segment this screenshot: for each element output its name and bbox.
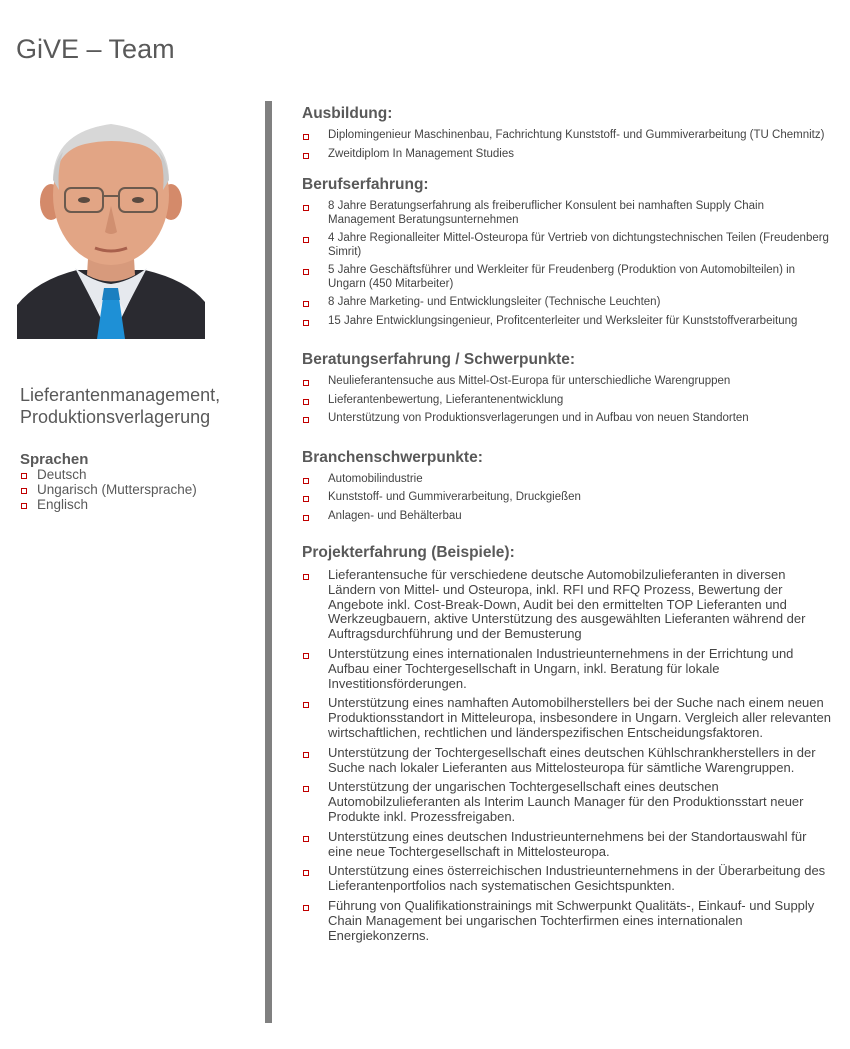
list-item: Lieferantenbewertung, Lieferantenentwicklung <box>302 394 832 408</box>
role-line-2: Produktionsverlagerung <box>20 407 211 427</box>
list-item: Zweitdiplom In Management Studies <box>302 148 832 162</box>
section-heading: Branchenschwerpunkte: <box>302 448 483 466</box>
list-item: 8 Jahre Beratungserfahrung als freiberuflicher Konsulent bei namhaften Supply Chain Management Beratungsunternehmen <box>302 200 832 227</box>
bullet-list <box>302 129 832 161</box>
list-item: Anlagen- und Behälterbau <box>302 510 832 524</box>
bullet-list <box>302 375 832 426</box>
list-item: 4 Jahre Regionalleiter Mittel-Osteuropa für Vertrieb von dichtungstechnischen Teilen (Freudenberg Simrit) <box>302 232 832 259</box>
list-item: 8 Jahre Marketing- und Entwicklungsleiter (Technische Leuchten) <box>302 296 832 310</box>
list-item: Führung von Qualifikationstrainings mit Schwerpunkt Qualitäts-, Einkauf- und Supply Chain Management bei ungarischen Tochterfirmen eines internationalen Energiekonzerns. <box>302 899 832 943</box>
vertical-divider <box>265 101 272 1023</box>
role-line-1: Lieferantenmanagement, <box>20 385 221 405</box>
page-title: GiVE – Team <box>16 34 175 64</box>
cv-content <box>302 104 832 943</box>
bullet-list <box>302 200 832 328</box>
section-beratungserfahrung <box>302 350 832 426</box>
list-item: Unterstützung der ungarischen Tochtergesellschaft eines deutschen Automobilzulieferanten als Interim Launch Manager für den Produktionsstart neuer Produkte inkl. Prozessfreigaben. <box>302 780 832 824</box>
section-branchenschwerpunkte <box>302 448 832 524</box>
list-item: Unterstützung der Tochtergesellschaft eines deutschen Kühlschrankherstellers in der Suche nach lokaler Lieferanten aus Mittelosteuropa für sämtliche Warengruppen. <box>302 746 832 776</box>
section-heading: Projekterfahrung (Beispiele): <box>302 544 515 561</box>
language-item: Ungarisch (Muttersprache) <box>20 482 197 497</box>
list-item: Kunststoff- und Gummiverarbeitung, Druckgießen <box>302 491 832 505</box>
section-heading: Beratungserfahrung / Schwerpunkte: <box>302 351 576 368</box>
list-item: Unterstützung eines deutschen Industrieunternehmens bei der Standortauswahl für eine neue Tochtergesellschaft in Mittelosteuropa. <box>302 830 832 860</box>
languages-heading: Sprachen <box>20 451 89 468</box>
list-item: Diplomingenieur Maschinenbau, Fachrichtung Kunststoff- und Gummiverarbeitung (TU Chemnitz) <box>302 129 832 143</box>
list-item: Unterstützung eines österreichischen Industrieunternehmens in der Überarbeitung des Lieferantenportfolios nach systematischen Gesichtspunkten. <box>302 864 832 894</box>
bullet-list <box>302 568 832 943</box>
list-item: 15 Jahre Entwicklungsingenieur, Profitcenterleiter und Werksleiter für Kunststoffverarbeitung <box>302 315 832 329</box>
section-heading: Ausbildung: <box>302 105 393 122</box>
section-projekterfahrung <box>302 543 832 943</box>
portrait-photo <box>17 110 205 339</box>
portrait-image <box>17 110 205 339</box>
list-item: Unterstützung eines namhaften Automobilherstellers bei der Suche nach einem neuen Produktionsstandort in Mitteleuropa, insbesondere in Ungarn. Vergleich aller relevanten wirtschaftlichen, rechtlichen und länderspezifischen Entscheidungsfaktoren. <box>302 696 832 740</box>
section-berufserfahrung <box>302 175 832 328</box>
list-item: 5 Jahre Geschäftsführer und Werkleiter für Freudenberg (Produktion von Automobilteilen) in Ungarn (450 Mitarbeiter) <box>302 264 832 291</box>
languages-list <box>20 467 197 512</box>
profile-role <box>20 384 260 428</box>
language-item: Deutsch <box>20 467 197 482</box>
bullet-list <box>302 473 832 524</box>
list-item: Lieferantensuche für verschiedene deutsche Automobilzulieferanten in diversen Ländern von Mittel- und Osteuropa, inkl. RFI und RFQ Prozess, Bewertung der Angebote inkl. Cost-Break-Down, Audit bei den ermittelten TOP Lieferanten und Werkzeugbauern, aktive Unterstützung des ausgewählten Lieferanten während der Auftragsdurchführung und der Bemusterung <box>302 568 832 642</box>
list-item: Unterstützung eines internationalen Industrieunternehmens in der Errichtung und Aufbau einer Tochtergesellschaft in Ungarn, inkl. Beratung für lokale Investitionsförderungen. <box>302 647 832 691</box>
list-item: Automobilindustrie <box>302 473 832 487</box>
list-item: Unterstützung von Produktionsverlagerungen und in Aufbau von neuen Standorten <box>302 412 832 426</box>
list-item: Neulieferantensuche aus Mittel-Ost-Europa für unterschiedliche Warengruppen <box>302 375 832 389</box>
section-heading: Berufserfahrung: <box>302 176 429 193</box>
language-item: Englisch <box>20 497 197 512</box>
section-ausbildung <box>302 104 832 161</box>
